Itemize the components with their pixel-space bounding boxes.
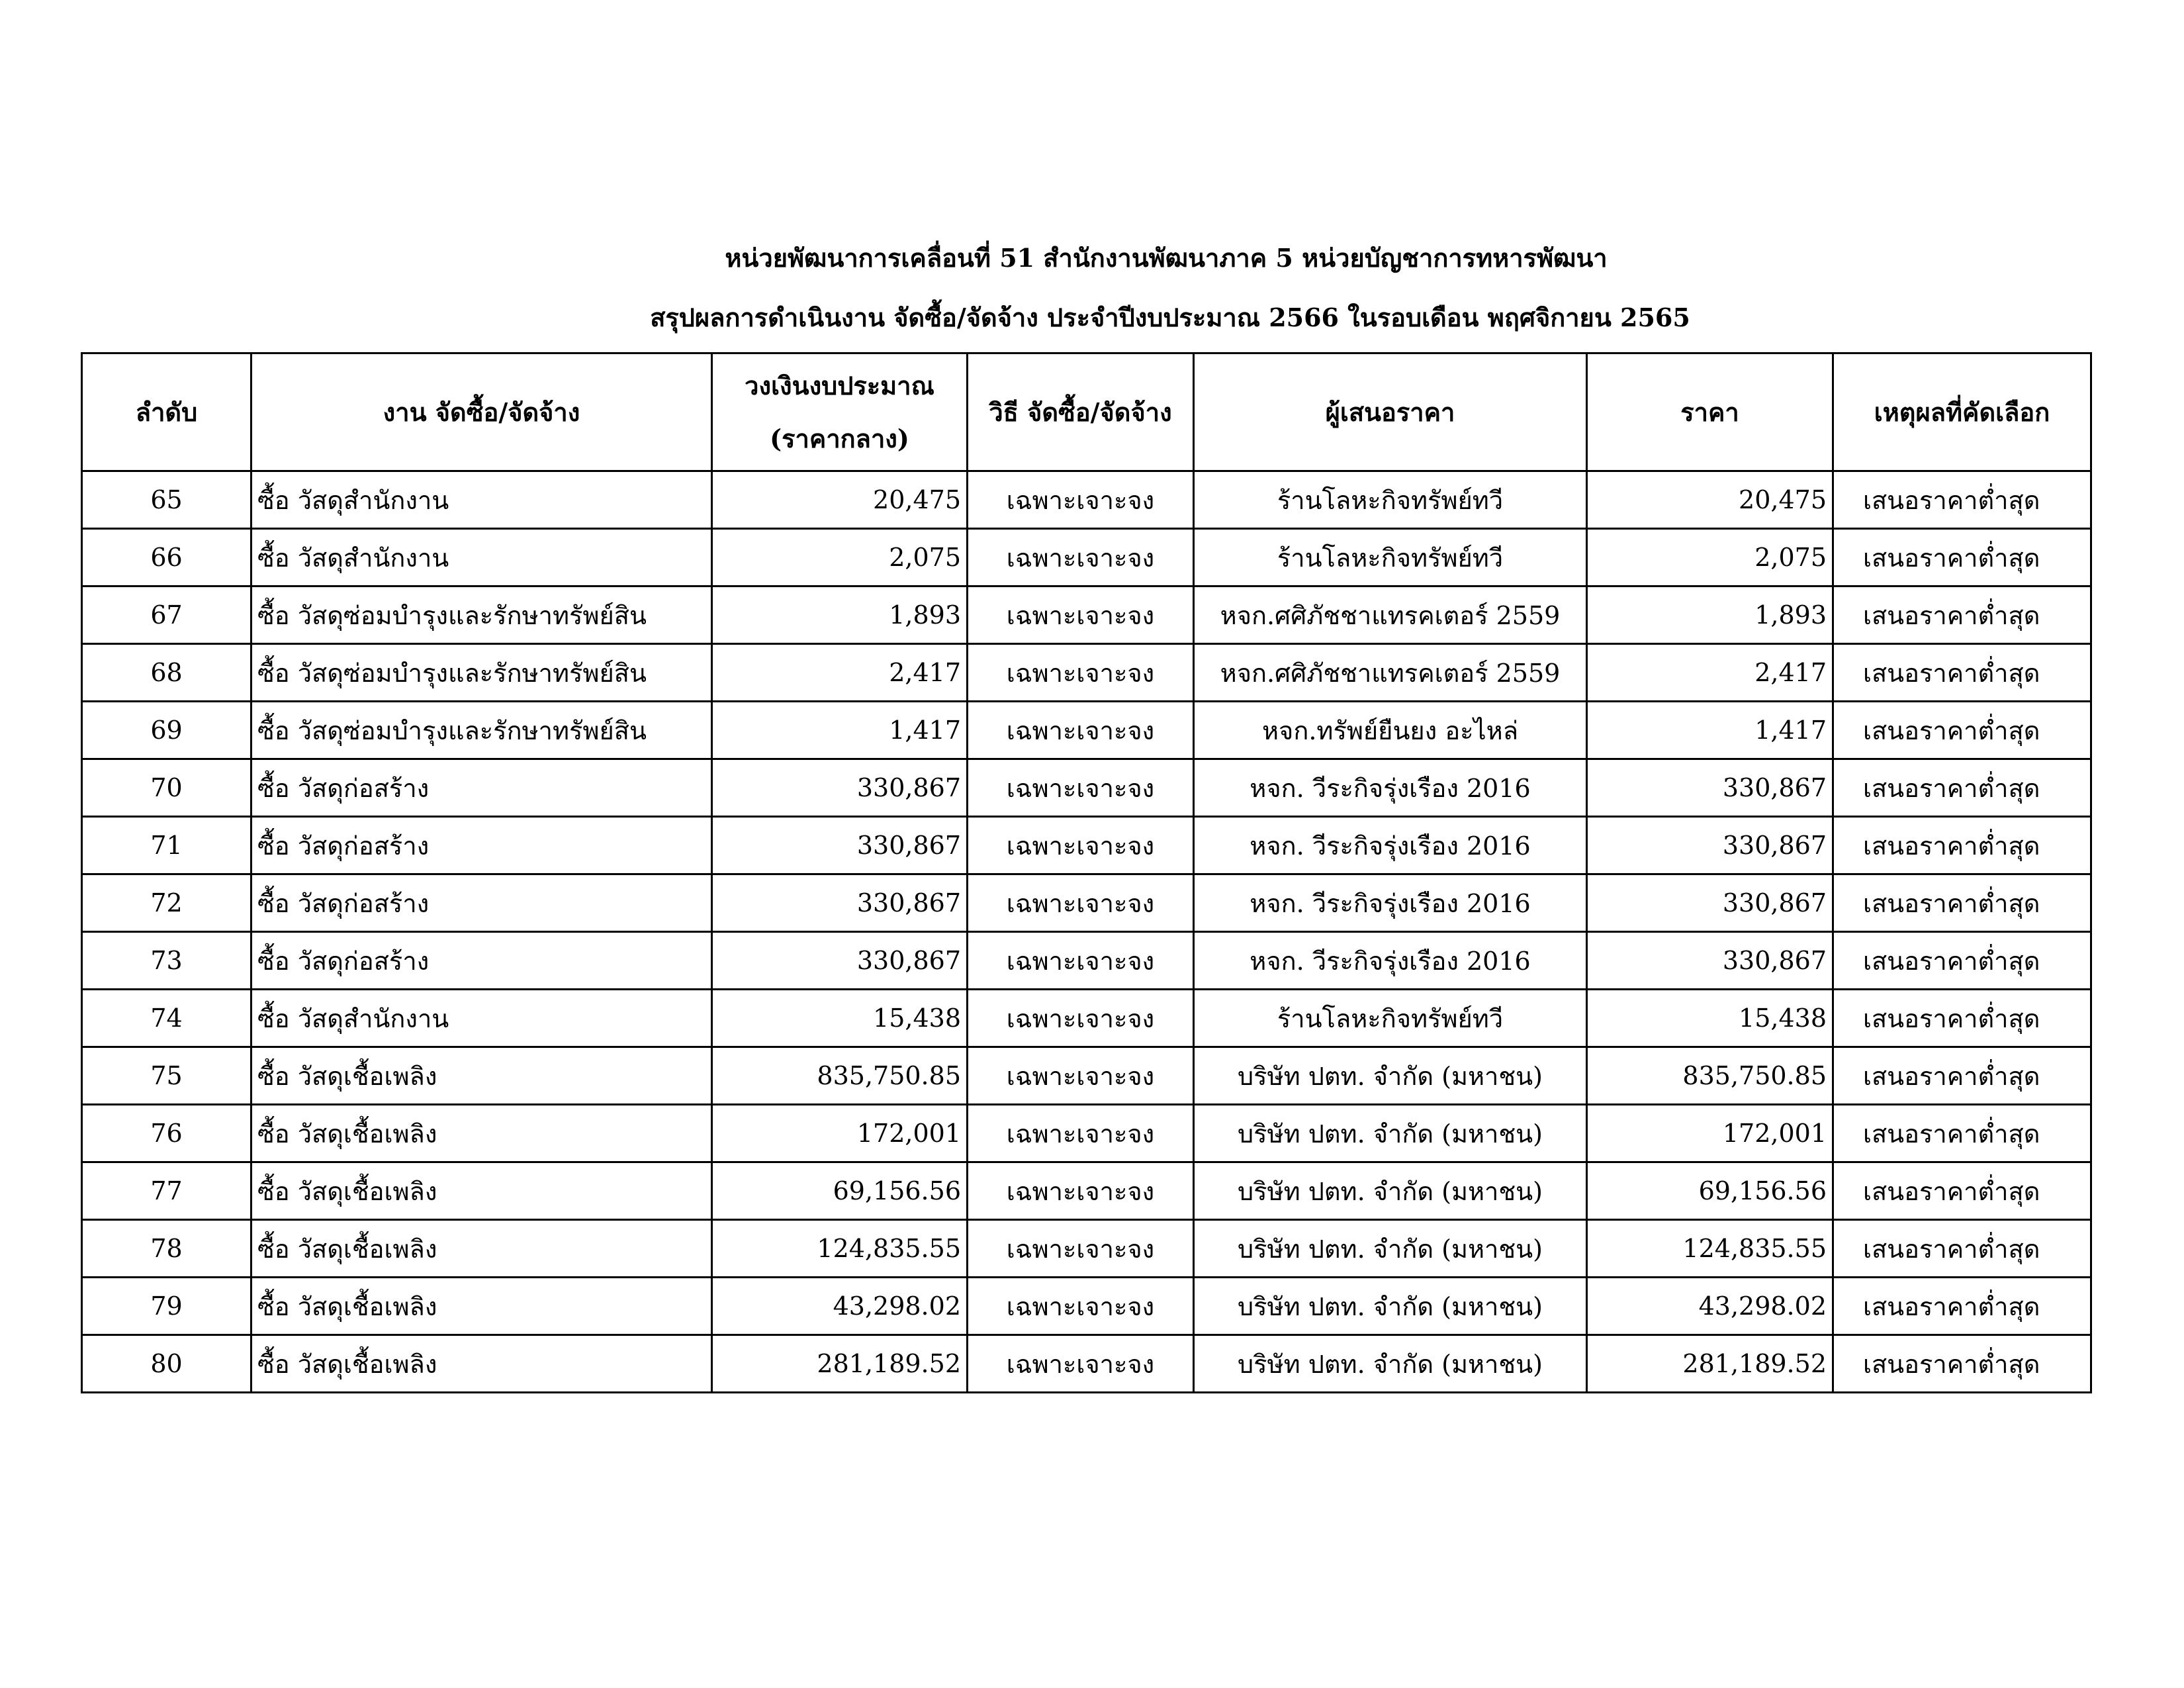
cell-work: ซื้อ วัสดุสำนักงาน: [251, 529, 712, 586]
cell-no: 78: [82, 1220, 251, 1278]
cell-budget: 330,867: [712, 759, 968, 817]
cell-reason: เสนอราคาต่ำสุด: [1833, 1047, 2091, 1105]
cell-bidder: หจก. วีระกิจรุ่งเรือง 2016: [1194, 874, 1587, 932]
cell-budget: 124,835.55: [712, 1220, 968, 1278]
cell-no: 77: [82, 1162, 251, 1220]
cell-no: 70: [82, 759, 251, 817]
cell-work: ซื้อ วัสดุเชื้อเพลิง: [251, 1047, 712, 1105]
cell-bidder: ร้านโลหะกิจทรัพย์ทวี: [1194, 990, 1587, 1047]
table-row: [82, 990, 2091, 1047]
cell-budget: 281,189.52: [712, 1335, 968, 1393]
cell-method: เฉพาะเจาะจง: [968, 471, 1194, 529]
cell-budget: 2,075: [712, 529, 968, 586]
table-row: [82, 874, 2091, 932]
cell-bidder: บริษัท ปตท. จำกัด (มหาชน): [1194, 1047, 1587, 1105]
cell-work: ซื้อ วัสดุก่อสร้าง: [251, 874, 712, 932]
table-header-row: [82, 353, 2091, 471]
cell-work: ซื้อ วัสดุก่อสร้าง: [251, 759, 712, 817]
column-header-budget-line1: วงเงินงบประมาณ: [745, 370, 934, 400]
cell-bidder: บริษัท ปตท. จำกัด (มหาชน): [1194, 1105, 1587, 1162]
cell-budget: 69,156.56: [712, 1162, 968, 1220]
cell-price: 835,750.85: [1587, 1047, 1833, 1105]
cell-bidder: บริษัท ปตท. จำกัด (มหาชน): [1194, 1162, 1587, 1220]
cell-budget: 43,298.02: [712, 1278, 968, 1335]
table-row: [82, 644, 2091, 702]
cell-no: 68: [82, 644, 251, 702]
cell-no: 80: [82, 1335, 251, 1393]
column-header-work: งาน จัดซื้อ/จัดจ้าง: [251, 353, 712, 471]
column-header-no: ลำดับ: [82, 353, 251, 471]
cell-price: 20,475: [1587, 471, 1833, 529]
cell-method: เฉพาะเจาะจง: [968, 644, 1194, 702]
cell-price: 281,189.52: [1587, 1335, 1833, 1393]
cell-no: 76: [82, 1105, 251, 1162]
column-header-budget: [712, 353, 968, 471]
cell-price: 330,867: [1587, 874, 1833, 932]
cell-budget: 835,750.85: [712, 1047, 968, 1105]
cell-work: ซื้อ วัสดุซ่อมบำรุงและรักษาทรัพย์สิน: [251, 586, 712, 644]
cell-price: 1,893: [1587, 586, 1833, 644]
cell-budget: 330,867: [712, 874, 968, 932]
cell-reason: เสนอราคาต่ำสุด: [1833, 759, 2091, 817]
cell-method: เฉพาะเจาะจง: [968, 1278, 1194, 1335]
cell-no: 65: [82, 471, 251, 529]
cell-price: 2,075: [1587, 529, 1833, 586]
cell-method: เฉพาะเจาะจง: [968, 702, 1194, 759]
cell-reason: เสนอราคาต่ำสุด: [1833, 702, 2091, 759]
cell-work: ซื้อ วัสดุเชื้อเพลิง: [251, 1220, 712, 1278]
cell-work: ซื้อ วัสดุเชื้อเพลิง: [251, 1278, 712, 1335]
cell-reason: เสนอราคาต่ำสุด: [1833, 529, 2091, 586]
cell-reason: เสนอราคาต่ำสุด: [1833, 1220, 2091, 1278]
cell-bidder: หจก.ทรัพย์ยืนยง อะไหล่: [1194, 702, 1587, 759]
cell-method: เฉพาะเจาะจง: [968, 1220, 1194, 1278]
table-row: [82, 1162, 2091, 1220]
cell-bidder: หจก. วีระกิจรุ่งเรือง 2016: [1194, 817, 1587, 874]
cell-no: 71: [82, 817, 251, 874]
cell-budget: 330,867: [712, 817, 968, 874]
document-title: หน่วยพัฒนาการเคลื่อนที่ 51 สำนักงานพัฒนาภาค 5 หน่วยบัญชาการทหารพัฒนา: [725, 243, 1608, 273]
table-row: [82, 932, 2091, 990]
cell-bidder: บริษัท ปตท. จำกัด (มหาชน): [1194, 1220, 1587, 1278]
cell-reason: เสนอราคาต่ำสุด: [1833, 471, 2091, 529]
table-body: [82, 471, 2091, 1393]
cell-work: ซื้อ วัสดุเชื้อเพลิง: [251, 1162, 712, 1220]
cell-method: เฉพาะเจาะจง: [968, 817, 1194, 874]
cell-budget: 20,475: [712, 471, 968, 529]
column-header-budget-line2: (ราคากลาง): [770, 423, 909, 453]
procurement-table: [81, 352, 2092, 1393]
cell-bidder: บริษัท ปตท. จำกัด (มหาชน): [1194, 1278, 1587, 1335]
table-row: [82, 586, 2091, 644]
cell-budget: 330,867: [712, 932, 968, 990]
cell-work: ซื้อ วัสดุซ่อมบำรุงและรักษาทรัพย์สิน: [251, 644, 712, 702]
cell-bidder: หจก.ศศิภัชชาแทรคเตอร์ 2559: [1194, 586, 1587, 644]
cell-no: 79: [82, 1278, 251, 1335]
cell-method: เฉพาะเจาะจง: [968, 1105, 1194, 1162]
cell-no: 75: [82, 1047, 251, 1105]
cell-method: เฉพาะเจาะจง: [968, 1335, 1194, 1393]
cell-method: เฉพาะเจาะจง: [968, 874, 1194, 932]
cell-no: 73: [82, 932, 251, 990]
cell-method: เฉพาะเจาะจง: [968, 586, 1194, 644]
cell-work: ซื้อ วัสดุก่อสร้าง: [251, 817, 712, 874]
cell-bidder: หจก. วีระกิจรุ่งเรือง 2016: [1194, 932, 1587, 990]
cell-price: 1,417: [1587, 702, 1833, 759]
cell-no: 69: [82, 702, 251, 759]
cell-method: เฉพาะเจาะจง: [968, 990, 1194, 1047]
cell-reason: เสนอราคาต่ำสุด: [1833, 644, 2091, 702]
column-header-bidder: ผู้เสนอราคา: [1194, 353, 1587, 471]
cell-work: ซื้อ วัสดุเชื้อเพลิง: [251, 1105, 712, 1162]
column-header-method: วิธี จัดซื้อ/จัดจ้าง: [968, 353, 1194, 471]
cell-method: เฉพาะเจาะจง: [968, 759, 1194, 817]
cell-bidder: บริษัท ปตท. จำกัด (มหาชน): [1194, 1335, 1587, 1393]
cell-budget: 1,893: [712, 586, 968, 644]
table-row: [82, 817, 2091, 874]
cell-no: 67: [82, 586, 251, 644]
cell-bidder: หจก. วีระกิจรุ่งเรือง 2016: [1194, 759, 1587, 817]
cell-reason: เสนอราคาต่ำสุด: [1833, 874, 2091, 932]
table-row: [82, 471, 2091, 529]
cell-bidder: ร้านโลหะกิจทรัพย์ทวี: [1194, 471, 1587, 529]
column-header-reason: เหตุผลที่คัดเลือก: [1833, 353, 2091, 471]
cell-reason: เสนอราคาต่ำสุด: [1833, 586, 2091, 644]
cell-work: ซื้อ วัสดุซ่อมบำรุงและรักษาทรัพย์สิน: [251, 702, 712, 759]
cell-method: เฉพาะเจาะจง: [968, 1047, 1194, 1105]
column-header-price: ราคา: [1587, 353, 1833, 471]
cell-reason: เสนอราคาต่ำสุด: [1833, 932, 2091, 990]
cell-price: 330,867: [1587, 817, 1833, 874]
cell-price: 330,867: [1587, 759, 1833, 817]
table-row: [82, 702, 2091, 759]
cell-work: ซื้อ วัสดุเชื้อเพลิง: [251, 1335, 712, 1393]
cell-work: ซื้อ วัสดุสำนักงาน: [251, 471, 712, 529]
cell-reason: เสนอราคาต่ำสุด: [1833, 817, 2091, 874]
table-row: [82, 1278, 2091, 1335]
cell-price: 15,438: [1587, 990, 1833, 1047]
cell-reason: เสนอราคาต่ำสุด: [1833, 1162, 2091, 1220]
cell-reason: เสนอราคาต่ำสุด: [1833, 1105, 2091, 1162]
document-subtitle: สรุปผลการดำเนินงาน จัดซื้อ/จัดจ้าง ประจำปีงบประมาณ 2566 ในรอบเดือน พฤศจิกายน 2565: [650, 303, 1690, 332]
cell-price: 172,001: [1587, 1105, 1833, 1162]
cell-no: 72: [82, 874, 251, 932]
table-row: [82, 529, 2091, 586]
cell-method: เฉพาะเจาะจง: [968, 1162, 1194, 1220]
cell-price: 2,417: [1587, 644, 1833, 702]
table-row: [82, 1047, 2091, 1105]
cell-price: 330,867: [1587, 932, 1833, 990]
cell-budget: 15,438: [712, 990, 968, 1047]
cell-price: 124,835.55: [1587, 1220, 1833, 1278]
table-row: [82, 1105, 2091, 1162]
cell-budget: 172,001: [712, 1105, 968, 1162]
cell-reason: เสนอราคาต่ำสุด: [1833, 1278, 2091, 1335]
cell-bidder: หจก.ศศิภัชชาแทรคเตอร์ 2559: [1194, 644, 1587, 702]
cell-bidder: ร้านโลหะกิจทรัพย์ทวี: [1194, 529, 1587, 586]
cell-price: 43,298.02: [1587, 1278, 1833, 1335]
cell-no: 74: [82, 990, 251, 1047]
cell-work: ซื้อ วัสดุสำนักงาน: [251, 990, 712, 1047]
cell-no: 66: [82, 529, 251, 586]
cell-budget: 2,417: [712, 644, 968, 702]
cell-price: 69,156.56: [1587, 1162, 1833, 1220]
table-row: [82, 1335, 2091, 1393]
cell-budget: 1,417: [712, 702, 968, 759]
table-row: [82, 1220, 2091, 1278]
cell-reason: เสนอราคาต่ำสุด: [1833, 990, 2091, 1047]
cell-reason: เสนอราคาต่ำสุด: [1833, 1335, 2091, 1393]
cell-method: เฉพาะเจาะจง: [968, 932, 1194, 990]
cell-work: ซื้อ วัสดุก่อสร้าง: [251, 932, 712, 990]
cell-method: เฉพาะเจาะจง: [968, 529, 1194, 586]
table-row: [82, 759, 2091, 817]
